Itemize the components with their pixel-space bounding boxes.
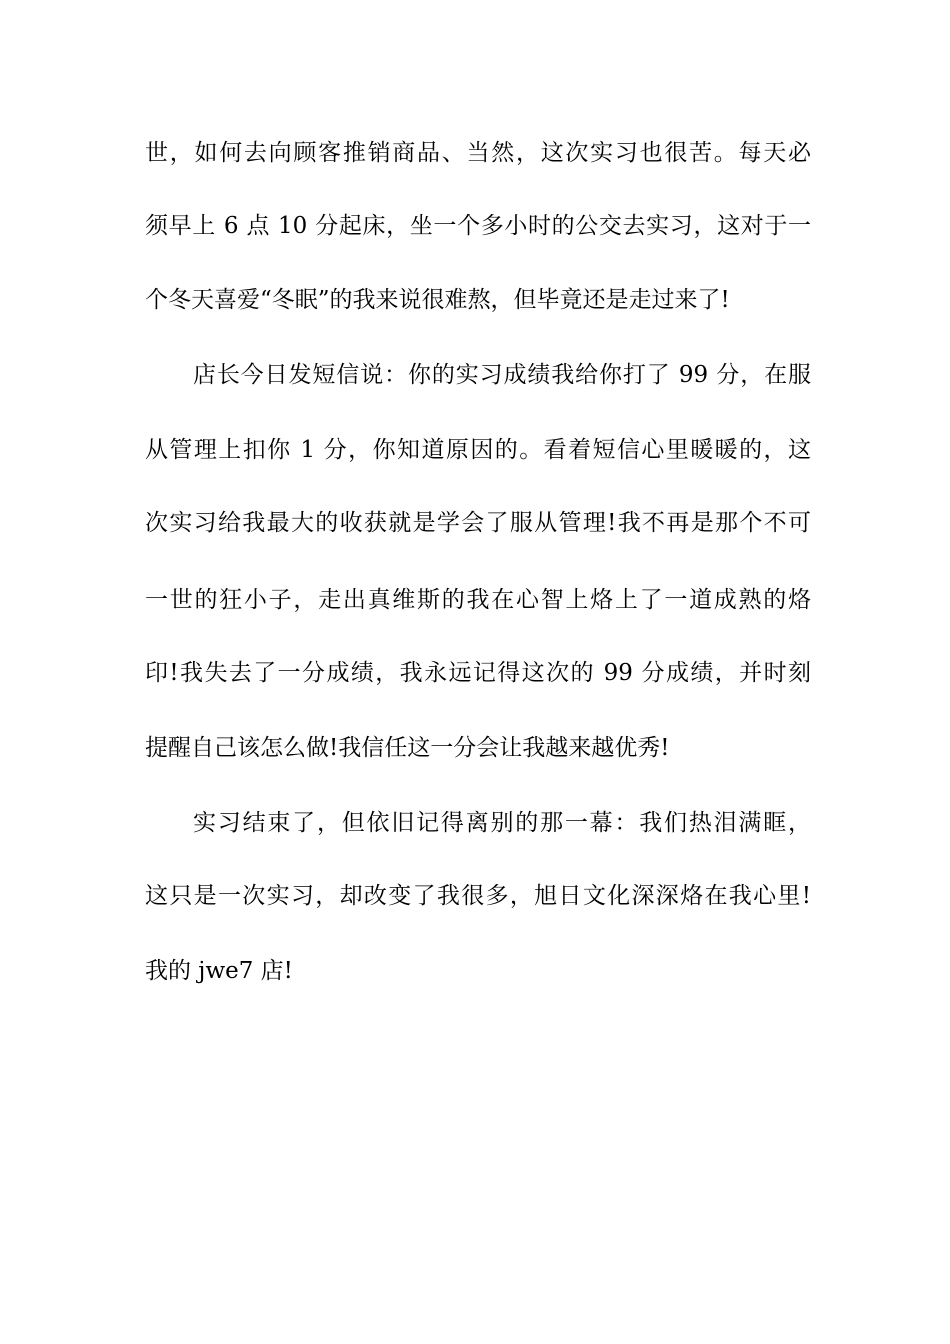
paragraph-line: 印!我失去了一分成绩，我永远记得这次的 99 分成绩，并时刻 <box>145 660 811 686</box>
paragraph-line: 我的 jwe7 店! <box>145 958 293 984</box>
paragraph-line: 次实习给我最大的收获就是学会了服从管理!我不再是那个不可 <box>145 510 811 536</box>
paragraph-line: 须早上 6 点 10 分起床，坐一个多小时的公交去实习，这对于一 <box>145 213 811 239</box>
paragraph-line: 个冬天喜爱“冬眠”的我来说很难熬，但毕竟还是走过来了! <box>145 287 730 313</box>
paragraph-line: 这只是一次实习，却改变了我很多，旭日文化深深烙在我心里! <box>145 883 811 909</box>
paragraph-line: 一世的狂小子，走出真维斯的我在心智上烙上了一道成熟的烙 <box>145 587 811 613</box>
paragraph-line: 实习结束了，但依旧记得离别的那一幕：我们热泪满眶， <box>193 810 811 836</box>
paragraph-line: 店长今日发短信说：你的实习成绩我给你打了 99 分，在服 <box>193 362 811 388</box>
paragraph-line: 提醒自己该怎么做!我信任这一分会让我越来越优秀! <box>145 735 670 761</box>
paragraph-line: 世，如何去向顾客推销商品、当然，这次实习也很苦。每天必 <box>145 140 811 166</box>
paragraph-line: 从管理上扣你 1 分，你知道原因的。看着短信心里暖暖的，这 <box>145 437 811 463</box>
